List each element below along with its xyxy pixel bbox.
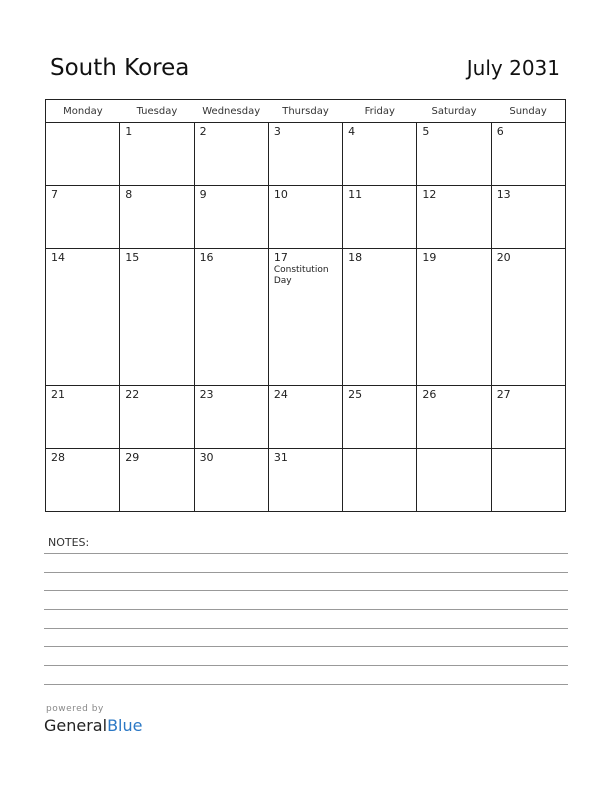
day-cell: [417, 186, 491, 249]
notes-line: [44, 609, 568, 610]
day-number: 18: [348, 251, 363, 265]
week-row: [46, 448, 566, 511]
calendar-month-title: July 2031: [466, 56, 560, 80]
day-number: 7: [51, 188, 58, 202]
day-cell: [343, 385, 417, 448]
day-cell: [417, 385, 491, 448]
day-cell: [120, 186, 194, 249]
logo-general-text: General: [44, 716, 108, 735]
weekday-header: Thursday: [268, 100, 342, 123]
day-cell: [491, 385, 565, 448]
week-row: [46, 186, 566, 249]
day-cell: [343, 448, 417, 511]
logo-blue-text: Blue: [107, 716, 143, 735]
notes-line: [44, 572, 568, 573]
day-number: 10: [273, 188, 288, 202]
day-number: 24: [273, 387, 288, 401]
day-cell: [343, 123, 417, 186]
day-number: 22: [125, 387, 140, 401]
day-number: 30: [199, 450, 214, 464]
day-number: 13: [496, 188, 511, 202]
notes-line: [44, 646, 568, 647]
day-cell: [417, 123, 491, 186]
day-cell: [491, 448, 565, 511]
day-cell: [268, 448, 342, 511]
weekday-header: Sunday: [491, 100, 565, 123]
day-number: 1: [125, 125, 133, 138]
weekday-header: Saturday: [417, 100, 491, 123]
day-number: 28: [51, 450, 65, 464]
week-row: [46, 385, 566, 448]
day-cell: [491, 249, 565, 385]
day-cell: [194, 385, 268, 448]
day-number: 11: [348, 188, 363, 202]
day-cell: [120, 123, 194, 186]
day-number: 5: [422, 125, 430, 138]
notes-line: [44, 590, 568, 591]
day-number: 9: [199, 188, 207, 202]
day-cell: [491, 123, 565, 186]
day-number: 29: [125, 450, 140, 464]
day-number: 21: [51, 387, 65, 401]
day-number: 31: [273, 450, 288, 464]
weekday-header: Monday: [46, 100, 120, 123]
notes-line: [44, 684, 568, 685]
notes-line: [44, 665, 568, 666]
weekday-header-row: [46, 100, 566, 123]
day-number: 26: [422, 387, 437, 401]
day-cell: [417, 448, 491, 511]
powered-by-text: powered by: [46, 704, 104, 714]
notes-line: [44, 628, 568, 629]
holiday-label: Constitution Day: [273, 265, 329, 287]
day-cell: [417, 249, 491, 385]
day-cell: [46, 249, 120, 385]
day-number: 12: [422, 188, 437, 202]
calendar-grid: [45, 99, 566, 512]
day-number: 20: [496, 251, 511, 265]
day-number: 6: [496, 125, 504, 138]
day-number: 8: [125, 188, 133, 202]
day-cell: [120, 249, 194, 385]
day-cell: [194, 249, 268, 385]
week-row: [46, 123, 566, 186]
day-number: 17: [273, 251, 288, 265]
day-cell: [268, 249, 342, 385]
day-cell: [343, 186, 417, 249]
weekday-header: Wednesday: [194, 100, 268, 123]
day-cell: [268, 186, 342, 249]
day-cell: [194, 448, 268, 511]
day-cell: [46, 186, 120, 249]
day-number: 15: [125, 251, 140, 265]
day-number: 4: [348, 125, 356, 138]
day-cell: [194, 123, 268, 186]
generalblue-logo: [44, 716, 142, 735]
weekday-header: Friday: [343, 100, 417, 123]
day-number: 14: [51, 251, 65, 265]
day-number: 27: [496, 387, 511, 401]
notes-label: NOTES:: [48, 536, 90, 549]
day-number: 23: [199, 387, 214, 401]
day-number: 3: [273, 125, 281, 138]
day-number: 25: [348, 387, 363, 401]
day-cell: [194, 186, 268, 249]
day-cell: [46, 123, 120, 186]
week-row: [46, 249, 566, 385]
day-number: 16: [199, 251, 214, 265]
notes-line: [44, 553, 568, 554]
day-cell: [491, 186, 565, 249]
day-cell: [120, 448, 194, 511]
day-number: 2: [199, 125, 207, 138]
calendar-country-title: South Korea: [50, 55, 190, 81]
weekday-header: Tuesday: [120, 100, 194, 123]
day-cell: [268, 385, 342, 448]
day-cell: [343, 249, 417, 385]
day-cell: [268, 123, 342, 186]
day-number: 19: [422, 251, 437, 265]
day-cell: [120, 385, 194, 448]
day-cell: [46, 385, 120, 448]
day-cell: [46, 448, 120, 511]
